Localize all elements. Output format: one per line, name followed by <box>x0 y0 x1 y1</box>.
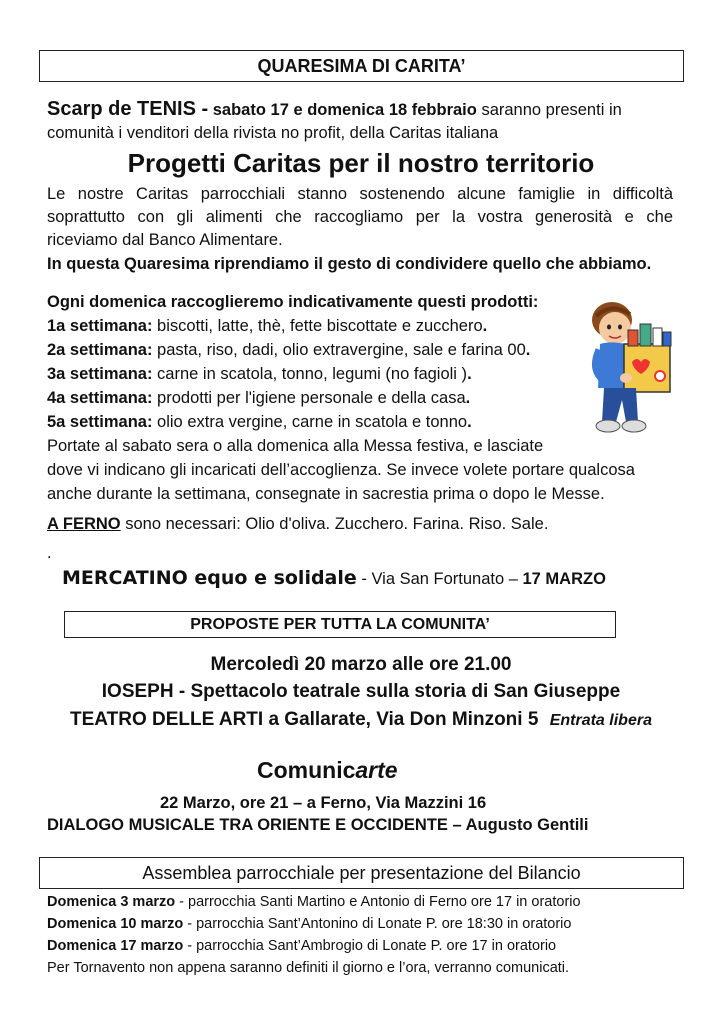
assemblea-row-1-date: Domenica 3 marzo <box>47 894 176 910</box>
mercatino-title: MERCATINO equo e solidale <box>62 567 357 589</box>
ferno-text: sono necessari: Olio d'oliva. Zucchero. Farina. Riso. Sale. <box>120 515 549 533</box>
collection-intro: Ogni domenica raccoglieremo indicativamente questi prodotti: <box>47 293 539 311</box>
proposte-box <box>64 611 616 638</box>
mercatino-sep: - Via San Fortunato – <box>356 570 523 588</box>
assemblea-box <box>39 857 684 889</box>
week-1-label: 1a settimana: <box>47 317 153 335</box>
comunicarte-title <box>257 757 398 784</box>
ioseph-line-2: IOSEPH - Spettacolo teatrale sulla storia di San Giuseppe <box>101 681 621 702</box>
assemblea-row-1-text: - parrocchia Santi Martino e Antonio di Ferno ore 17 in oratorio <box>175 894 581 910</box>
progetti-bold-line: In questa Quaresima riprendiamo il gesto di condividere quello che abbiamo. <box>47 255 652 273</box>
header-box <box>39 50 684 82</box>
week-3-items: carne in scatola, tonno, legumi (no fagioli ) <box>152 365 468 383</box>
week-3-label: 3a settimana: <box>47 365 153 383</box>
separator-dot: . <box>47 544 52 562</box>
collection-note-3: anche durante la settimana, consegnate in sacrestia prima o dopo le Messe. <box>47 485 605 503</box>
week-5-items: olio extra vergine, carne in scatola e tonno <box>152 413 468 431</box>
week-1 <box>47 315 487 337</box>
progetti-title: Progetti Caritas per il nostro territorio <box>127 148 595 178</box>
header-title: QUARESIMA DI CARITA’ <box>257 56 466 76</box>
week-1-end: . <box>482 317 488 335</box>
assemblea-row-1 <box>47 892 581 912</box>
collection-note-2: dove vi indicano gli incaricati dell’accoglienza. Se invece volete portare qualcosa <box>47 461 635 479</box>
mercatino-date: 17 MARZO <box>522 570 606 588</box>
week-1-items: biscotti, latte, thè, fette biscottate e zucchero <box>152 317 483 335</box>
ferno-line <box>47 513 548 535</box>
scarp-text-1: saranno presenti in <box>476 101 622 119</box>
week-4-end: . <box>465 389 471 407</box>
child-illustration-svg <box>582 292 686 442</box>
child-carrying-box-illustration <box>582 292 686 442</box>
assemblea-row-2-date: Domenica 10 marzo <box>47 916 184 932</box>
comunicarte-line-1: 22 Marzo, ore 21 – a Ferno, Via Mazzini 16 <box>160 794 487 812</box>
assemblea-row-3-text: - parrocchia Sant’Ambrogio di Lonate P. ore 17 in oratorio <box>183 938 557 954</box>
assemblea-row-3-date: Domenica 17 marzo <box>47 938 184 954</box>
scarp-name: Scarp de TENIS - <box>47 98 209 120</box>
week-3 <box>47 363 472 385</box>
progetti-p3: riceviamo dal Banco Alimentare. <box>47 231 283 249</box>
week-5-label: 5a settimana: <box>47 413 153 431</box>
week-4 <box>47 387 470 409</box>
assemblea-row-2 <box>47 914 571 934</box>
ferno-label: A FERNO <box>47 515 121 533</box>
proposte-title: PROPOSTE PER TUTTA LA COMUNITA’ <box>190 616 490 633</box>
ioseph-line-1: Mercoledì 20 marzo alle ore 21.00 <box>210 654 512 675</box>
comunicarte-line-2: DIALOGO MUSICALE TRA ORIENTE E OCCIDENTE – Augusto Gentili <box>47 816 589 834</box>
scarp-line-2: comunità i venditori della rivista no profit, della Caritas italiana <box>47 124 499 142</box>
ioseph-venue: TEATRO DELLE ARTI a Gallarate, Via Don Minzoni 5 <box>70 709 539 730</box>
week-3-end: . <box>467 365 472 383</box>
collection-note-1: Portate al sabato sera o alla domenica alla Messa festiva, e lasciate <box>47 437 544 455</box>
comunicarte-title-b: arte <box>355 757 398 783</box>
scarp-line-1 <box>47 98 622 121</box>
week-2-label: 2a settimana: <box>47 341 153 359</box>
progetti-p2: soprattutto con gli alimenti che raccogliamo per la vostra generosità e che <box>47 208 673 226</box>
progetti-p1: Le nostre Caritas parrocchiali stanno sostenendo alcune famiglie in difficoltà <box>47 185 673 203</box>
mercatino-line <box>62 567 606 590</box>
assemblea-footer: Per Tornavento non appena saranno definiti il giorno e l’ora, verranno comunicati. <box>47 960 570 976</box>
week-5 <box>47 411 472 433</box>
week-2-end: . <box>525 341 531 359</box>
week-4-items: prodotti per l'igiene personale e della casa <box>152 389 466 407</box>
assemblea-row-2-text: - parrocchia Sant’Antonino di Lonate P. ore 18:30 in oratorio <box>183 916 572 932</box>
week-2-items: pasta, riso, dadi, olio extravergine, sale e farina 00 <box>152 341 526 359</box>
comunicarte-title-a: Comunic <box>257 757 356 783</box>
assemblea-row-3 <box>47 936 556 956</box>
ioseph-line-3 <box>0 707 722 734</box>
assemblea-title: Assemblea parrocchiale per presentazione del Bilancio <box>142 863 581 883</box>
week-2 <box>47 339 530 361</box>
ioseph-entry: Entrata libera <box>549 712 652 729</box>
week-4-label: 4a settimana: <box>47 389 153 407</box>
week-5-end: . <box>467 413 472 431</box>
scarp-dates: sabato 17 e domenica 18 febbraio <box>212 101 477 119</box>
